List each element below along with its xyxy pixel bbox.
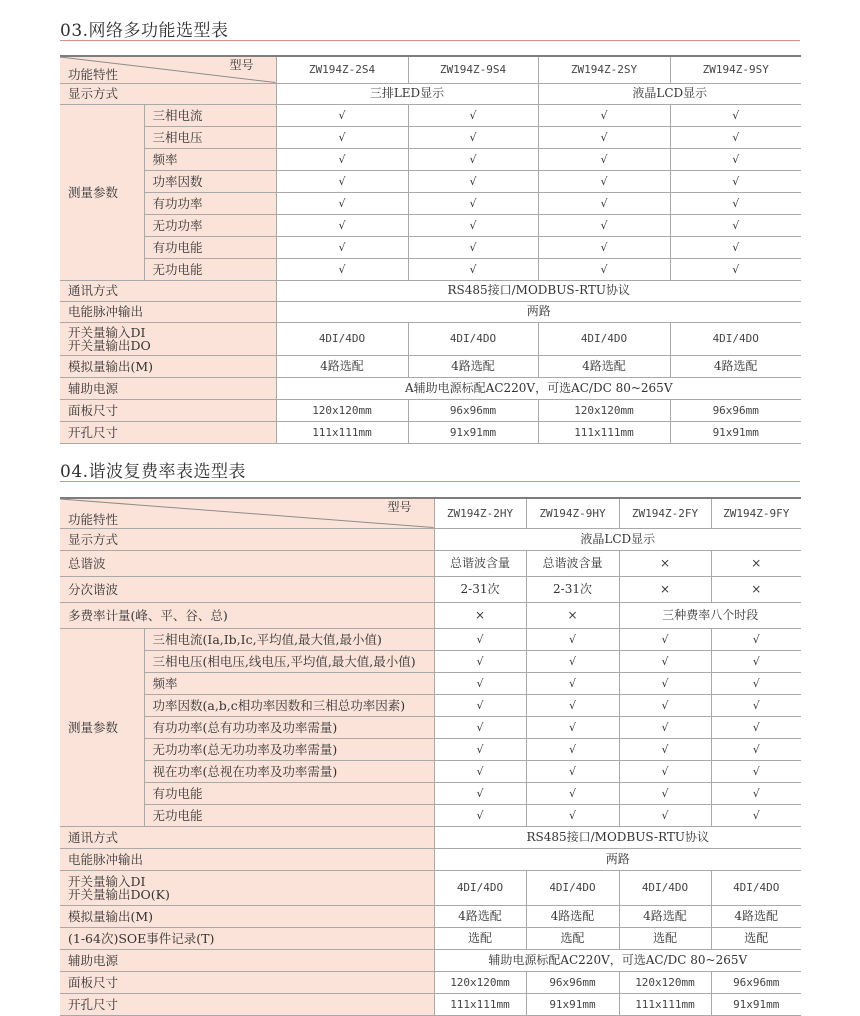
tariff-value: × [434, 602, 526, 628]
display-lcd-value: 液晶LCD显示 [538, 83, 801, 104]
check-mark: √ [619, 694, 711, 716]
check-mark: √ [408, 148, 538, 170]
table-row [60, 848, 801, 870]
comm-value: RS485接口/MODBUS-RTU协议 [434, 826, 801, 848]
check-mark: √ [526, 672, 619, 694]
table-row [60, 377, 801, 399]
check-mark: √ [619, 804, 711, 826]
check-mark: √ [434, 738, 526, 760]
cutout-size-value: 91x91mm [670, 421, 801, 443]
check-mark: √ [670, 258, 801, 280]
row-label-measure: 测量参数 [60, 628, 144, 826]
table-row [60, 399, 801, 421]
section-title-04: 04.谐波复费率表选型表 [60, 462, 247, 482]
table-row [60, 192, 801, 214]
row-label-cutout-size: 开孔尺寸 [60, 421, 276, 443]
check-mark: √ [434, 650, 526, 672]
row-label-analog: 模拟量输出(M) [60, 905, 434, 927]
check-mark: √ [670, 236, 801, 258]
check-mark: √ [434, 716, 526, 738]
panel-size-value: 120x120mm [619, 971, 711, 993]
check-mark: √ [670, 104, 801, 126]
header-diagonal-cell [60, 56, 276, 83]
check-mark: √ [619, 782, 711, 804]
param-label: 三相电压 [144, 126, 276, 148]
row-label-soe: (1-64次)SOE事件记录(T) [60, 927, 434, 949]
di-do-value: 4DI/4DO [619, 870, 711, 905]
panel-size-value: 96x96mm [711, 971, 801, 993]
header-feature-label: 功能特性 [68, 511, 119, 527]
check-mark: √ [538, 214, 670, 236]
param-label: 无功电能 [144, 804, 434, 826]
panel-size-value: 120x120mm [434, 971, 526, 993]
comm-value: RS485接口/MODBUS-RTU协议 [276, 280, 801, 301]
analog-value: 4路选配 [619, 905, 711, 927]
check-mark: √ [711, 782, 801, 804]
soe-value: 选配 [711, 927, 801, 949]
harmonics-value: × [711, 576, 801, 602]
harmonic-meter-table [60, 497, 801, 1016]
table-row [60, 993, 801, 1015]
check-mark: √ [711, 694, 801, 716]
row-label-thd: 总谐波 [60, 550, 434, 576]
header-diagonal-cell [60, 498, 434, 528]
di-do-value: 4DI/4DO [538, 322, 670, 355]
analog-value: 4路选配 [526, 905, 619, 927]
check-mark: √ [711, 804, 801, 826]
header-model-label: 型号 [229, 58, 254, 72]
check-mark: √ [711, 650, 801, 672]
check-mark: √ [538, 148, 670, 170]
model-header: ZW194Z-2HY [434, 498, 526, 528]
table-row [60, 716, 801, 738]
table-row [60, 650, 801, 672]
table-row [60, 236, 801, 258]
row-label-pulse: 电能脉冲输出 [60, 301, 276, 322]
row-label-comm: 通讯方式 [60, 280, 276, 301]
table-row [60, 421, 801, 443]
row-label-display: 显示方式 [60, 83, 276, 104]
cutout-size-value: 111x111mm [619, 993, 711, 1015]
check-mark: √ [408, 192, 538, 214]
di-label: 开关量输入DI [68, 324, 146, 340]
di-do-value: 4DI/4DO [434, 870, 526, 905]
thd-value: 总谐波含量 [526, 550, 619, 576]
check-mark: √ [619, 628, 711, 650]
di-do-value: 4DI/4DO [276, 322, 408, 355]
aux-power-value: A辅助电源标配AC220V，可选AC/DC 80~265V [276, 377, 801, 399]
row-label-di-do [60, 322, 276, 355]
cutout-size-value: 111x111mm [434, 993, 526, 1015]
table-row [60, 104, 801, 126]
check-mark: √ [526, 650, 619, 672]
table-row [60, 738, 801, 760]
table-row [60, 126, 801, 148]
check-mark: √ [276, 148, 408, 170]
check-mark: √ [408, 126, 538, 148]
check-mark: √ [711, 628, 801, 650]
check-mark: √ [526, 782, 619, 804]
check-mark: √ [276, 170, 408, 192]
row-label-measure: 测量参数 [60, 104, 144, 280]
table-row [60, 927, 801, 949]
section-divider-03 [60, 40, 800, 41]
check-mark: √ [670, 126, 801, 148]
check-mark: √ [276, 258, 408, 280]
check-mark: √ [276, 126, 408, 148]
di-do-value: 4DI/4DO [670, 322, 801, 355]
check-mark: √ [408, 258, 538, 280]
table-row [60, 258, 801, 280]
check-mark: √ [670, 148, 801, 170]
table-row [60, 672, 801, 694]
thd-value: 总谐波含量 [434, 550, 526, 576]
check-mark: √ [526, 716, 619, 738]
check-mark: √ [619, 672, 711, 694]
row-label-harmonics: 分次谐波 [60, 576, 434, 602]
harmonics-value: × [619, 576, 711, 602]
check-mark: √ [408, 236, 538, 258]
analog-value: 4路选配 [434, 905, 526, 927]
param-label: 有功电能 [144, 782, 434, 804]
table-row [60, 905, 801, 927]
check-mark: √ [408, 104, 538, 126]
row-label-cutout-size: 开孔尺寸 [60, 993, 434, 1015]
pulse-value: 两路 [434, 848, 801, 870]
param-label: 无功电能 [144, 258, 276, 280]
row-label-display: 显示方式 [60, 528, 434, 550]
model-header: ZW194Z-9HY [526, 498, 619, 528]
row-label-aux-power: 辅助电源 [60, 949, 434, 971]
table-row [60, 550, 801, 576]
tariff-value-fy: 三种费率八个时段 [619, 602, 801, 628]
check-mark: √ [276, 192, 408, 214]
table-row [60, 870, 801, 905]
check-mark: √ [526, 760, 619, 782]
model-header: ZW194Z-9SY [670, 56, 801, 83]
analog-value: 4路选配 [538, 355, 670, 377]
panel-size-value: 120x120mm [538, 399, 670, 421]
section-title-03: 03.网络多功能选型表 [60, 21, 229, 41]
check-mark: √ [538, 104, 670, 126]
analog-value: 4路选配 [711, 905, 801, 927]
check-mark: √ [619, 738, 711, 760]
check-mark: √ [526, 694, 619, 716]
table-row [60, 528, 801, 550]
section-divider-04 [60, 481, 800, 482]
table-row [60, 148, 801, 170]
model-header: ZW194Z-2S4 [276, 56, 408, 83]
check-mark: √ [619, 650, 711, 672]
param-label: 无功功率 [144, 214, 276, 236]
row-label-comm: 通讯方式 [60, 826, 434, 848]
check-mark: √ [670, 170, 801, 192]
row-label-panel-size: 面板尺寸 [60, 399, 276, 421]
model-header: ZW194Z-2FY [619, 498, 711, 528]
panel-size-value: 96x96mm [526, 971, 619, 993]
soe-value: 选配 [619, 927, 711, 949]
di-do-value: 4DI/4DO [526, 870, 619, 905]
tariff-value: × [526, 602, 619, 628]
check-mark: √ [711, 738, 801, 760]
check-mark: √ [276, 104, 408, 126]
harmonics-value: 2-31次 [434, 576, 526, 602]
param-label: 有功电能 [144, 236, 276, 258]
analog-value: 4路选配 [276, 355, 408, 377]
table-row [60, 83, 801, 104]
table-row [60, 170, 801, 192]
di-do-value: 4DI/4DO [711, 870, 801, 905]
param-label: 频率 [144, 148, 276, 170]
aux-power-value: 辅助电源标配AC220V，可选AC/DC 80~265V [434, 949, 801, 971]
param-label: 功率因数 [144, 170, 276, 192]
param-label: 有功功率(总有功功率及功率需量) [144, 716, 434, 738]
di-do-value: 4DI/4DO [408, 322, 538, 355]
check-mark: √ [619, 760, 711, 782]
check-mark: √ [538, 192, 670, 214]
check-mark: √ [434, 804, 526, 826]
table-row [60, 280, 801, 301]
check-mark: √ [276, 236, 408, 258]
table-row [60, 826, 801, 848]
do-label: 开关量输出DO [68, 337, 151, 353]
table-row [60, 576, 801, 602]
di-label: 开关量输入DI [68, 873, 146, 889]
soe-value: 选配 [434, 927, 526, 949]
check-mark: √ [670, 214, 801, 236]
check-mark: √ [711, 716, 801, 738]
panel-size-value: 96x96mm [670, 399, 801, 421]
thd-value: × [711, 550, 801, 576]
cutout-size-value: 91x91mm [408, 421, 538, 443]
cutout-size-value: 91x91mm [526, 993, 619, 1015]
table-row [60, 355, 801, 377]
row-label-pulse: 电能脉冲输出 [60, 848, 434, 870]
param-label: 三相电压(相电压,线电压,平均值,最大值,最小值) [144, 650, 434, 672]
do-label: 开关量输出DO(K) [68, 886, 170, 902]
check-mark: √ [408, 214, 538, 236]
param-label: 视在功率(总视在功率及功率需量) [144, 760, 434, 782]
row-label-di-do [60, 870, 434, 905]
soe-value: 选配 [526, 927, 619, 949]
thd-value: × [619, 550, 711, 576]
check-mark: √ [538, 236, 670, 258]
row-label-aux-power: 辅助电源 [60, 377, 276, 399]
table-row [60, 322, 801, 355]
check-mark: √ [434, 628, 526, 650]
row-label-analog: 模拟量输出(M) [60, 355, 276, 377]
check-mark: √ [538, 170, 670, 192]
check-mark: √ [526, 738, 619, 760]
cutout-size-value: 111x111mm [276, 421, 408, 443]
table-row [60, 628, 801, 650]
check-mark: √ [619, 716, 711, 738]
table-row [60, 949, 801, 971]
table-row [60, 214, 801, 236]
check-mark: √ [526, 804, 619, 826]
check-mark: √ [434, 672, 526, 694]
row-label-multi-tariff: 多费率计量(峰、平、谷、总) [60, 602, 434, 628]
param-label: 三相电流 [144, 104, 276, 126]
analog-value: 4路选配 [408, 355, 538, 377]
panel-size-value: 96x96mm [408, 399, 538, 421]
check-mark: √ [538, 126, 670, 148]
model-header: ZW194Z-9FY [711, 498, 801, 528]
check-mark: √ [538, 258, 670, 280]
check-mark: √ [711, 672, 801, 694]
pulse-value: 两路 [276, 301, 801, 322]
table-row [60, 694, 801, 716]
check-mark: √ [276, 214, 408, 236]
param-label: 频率 [144, 672, 434, 694]
display-led-value: 三排LED显示 [276, 83, 538, 104]
check-mark: √ [434, 782, 526, 804]
display-value: 液晶LCD显示 [434, 528, 801, 550]
panel-size-value: 120x120mm [276, 399, 408, 421]
harmonics-value: 2-31次 [526, 576, 619, 602]
param-label: 有功功率 [144, 192, 276, 214]
cutout-size-value: 91x91mm [711, 993, 801, 1015]
check-mark: √ [434, 760, 526, 782]
param-label: 三相电流(Ia,Ib,Ic,平均值,最大值,最小值) [144, 628, 434, 650]
table-header-row [60, 56, 801, 83]
table-row [60, 602, 801, 628]
check-mark: √ [408, 170, 538, 192]
check-mark: √ [526, 628, 619, 650]
table-row [60, 301, 801, 322]
cutout-size-value: 111x111mm [538, 421, 670, 443]
header-model-label: 型号 [387, 500, 412, 514]
table-row [60, 804, 801, 826]
param-label: 功率因数(a,b,c相功率因数和三相总功率因素) [144, 694, 434, 716]
model-header: ZW194Z-2SY [538, 56, 670, 83]
row-label-panel-size: 面板尺寸 [60, 971, 434, 993]
analog-value: 4路选配 [670, 355, 801, 377]
check-mark: √ [711, 760, 801, 782]
check-mark: √ [434, 694, 526, 716]
table-header-row [60, 498, 801, 528]
table-row [60, 760, 801, 782]
check-mark: √ [670, 192, 801, 214]
table-row [60, 782, 801, 804]
param-label: 无功功率(总无功功率及功率需量) [144, 738, 434, 760]
model-header: ZW194Z-9S4 [408, 56, 538, 83]
table-row [60, 971, 801, 993]
header-feature-label: 功能特性 [68, 66, 119, 82]
multifunction-meter-table [60, 55, 801, 444]
